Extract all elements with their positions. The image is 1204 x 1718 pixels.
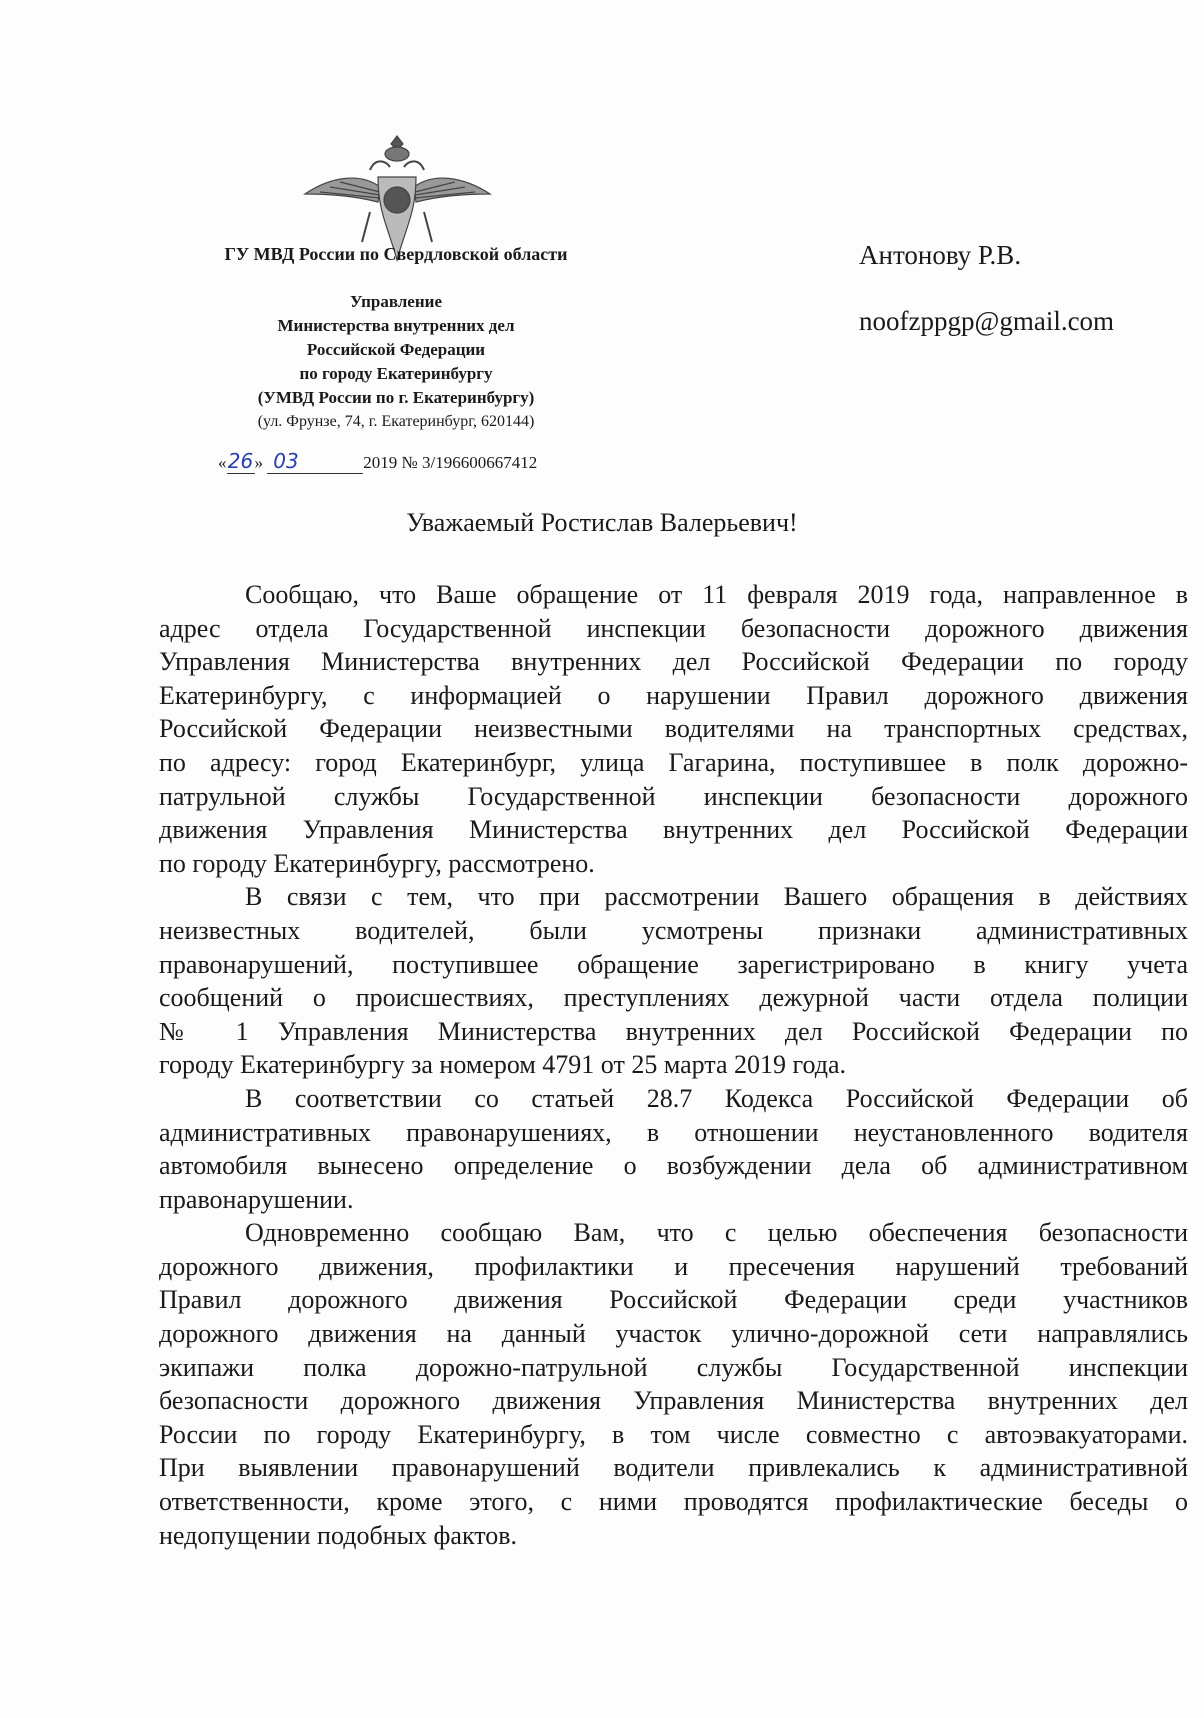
date-close-quote: »: [254, 453, 263, 472]
paragraph-line: дорожного движения на данный участок улично-дорожной сети направлялись: [159, 1319, 1188, 1349]
paragraph: [159, 880, 1188, 1082]
paragraph-line: В соответствии со статьей 28.7 Кодекса Российской Федерации об: [245, 1083, 1188, 1113]
paragraph-line: № 1 Управления Министерства внутренних дел Российской Федерации по: [159, 1016, 1188, 1046]
paragraph-line: по адресу: город Екатеринбург, улица Гагарина, поступившее в полк дорожно-: [159, 747, 1188, 777]
paragraph-line: недопущении подобных фактов.: [159, 1520, 518, 1550]
org-line: Управление: [349, 292, 442, 311]
paragraph-line: ответственности, кроме этого, с ними проводятся профилактические беседы о: [159, 1487, 1188, 1517]
paragraph-line: движения Управления Министерства внутренних дел Российской Федерации: [159, 815, 1188, 845]
paragraph-line: патрульной службы Государственной инспекции безопасности дорожного: [159, 781, 1188, 811]
org-line: Российской Федерации: [306, 340, 486, 359]
paragraph-line: Сообщаю, что Ваше обращение от 11 февраля 2019 года, направленное в: [245, 580, 1188, 609]
paragraph-line: Екатеринбургу, с информацией о нарушении Правил дорожного движения: [159, 680, 1188, 710]
org-line: по городу Екатеринбургу: [299, 364, 493, 383]
org-line: Министерства внутренних дел: [277, 316, 515, 335]
paragraph-line: по городу Екатеринбургу, рассмотрено.: [159, 848, 595, 878]
paragraph-line: Российской Федерации неизвестными водителями на транспортных средствах,: [159, 714, 1188, 744]
date-year-number: 2019 № 3/196600667412: [363, 453, 538, 472]
paragraph-line: В связи с тем, что при рассмотрении Вашего обращения в действиях: [245, 882, 1188, 912]
paragraph-line: При выявлении правонарушений водители привлекались к административной: [159, 1453, 1188, 1483]
paragraph-line: дорожного движения, профилактики и пресечения нарушений требований: [159, 1251, 1188, 1281]
paragraph: [159, 578, 1188, 880]
document-date-number: [218, 449, 537, 474]
paragraph: [159, 1216, 1188, 1552]
paragraph-line: Управления Министерства внутренних дел Российской Федерации по городу: [159, 647, 1188, 677]
paragraph-line: автомобиля вынесено определение о возбуждении дела об административном: [159, 1151, 1188, 1181]
paragraph-line: правонарушении.: [159, 1184, 354, 1214]
recipient-email: noofzppgp@gmail.com: [859, 306, 1115, 336]
recipient-name: Антонову Р.В.: [859, 240, 1022, 270]
paragraph-line: экипажи полка дорожно-патрульной службы Государственной инспекции: [159, 1352, 1188, 1382]
greeting: Уважаемый Ростислав Валерьевич!: [406, 508, 798, 537]
parent-organization: ГУ МВД России по Свердловской области: [224, 244, 568, 264]
paragraph-line: адрес отдела Государственной инспекции безопасности дорожного движения: [159, 613, 1188, 643]
date-open-quote: «: [218, 453, 227, 472]
paragraph-line: безопасности дорожного движения Управления Министерства внутренних дел: [159, 1386, 1188, 1416]
paragraph-line: России по городу Екатеринбургу, в том числе совместно с автоэвакуаторами.: [159, 1419, 1188, 1449]
paragraph-line: сообщений о происшествиях, преступлениях дежурной части отдела полиции: [159, 983, 1188, 1013]
date-day-handwritten: 26: [227, 449, 254, 473]
organization-name: [196, 290, 596, 434]
paragraph: [159, 1082, 1188, 1216]
paragraph-line: неизвестных водителей, были усмотрены признаки административных: [159, 915, 1188, 945]
org-address: (ул. Фрунзе, 74, г. Екатеринбург, 620144): [257, 413, 535, 430]
org-line: (УМВД России по г. Екатеринбургу): [257, 388, 535, 407]
paragraph-line: городу Екатеринбургу за номером 4791 от 25 марта 2019 года.: [159, 1050, 847, 1080]
paragraph-line: Правил дорожного движения Российской Федерации среди участников: [159, 1285, 1188, 1315]
date-month-handwritten: 03: [267, 449, 363, 474]
letter-body: [159, 578, 1188, 1552]
paragraph-line: правонарушений, поступившее обращение зарегистрировано в книгу учета: [159, 949, 1188, 979]
paragraph-line: Одновременно сообщаю Вам, что с целью обеспечения безопасности: [245, 1218, 1188, 1248]
paragraph-line: административных правонарушениях, в отношении неустановленного водителя: [159, 1117, 1188, 1147]
